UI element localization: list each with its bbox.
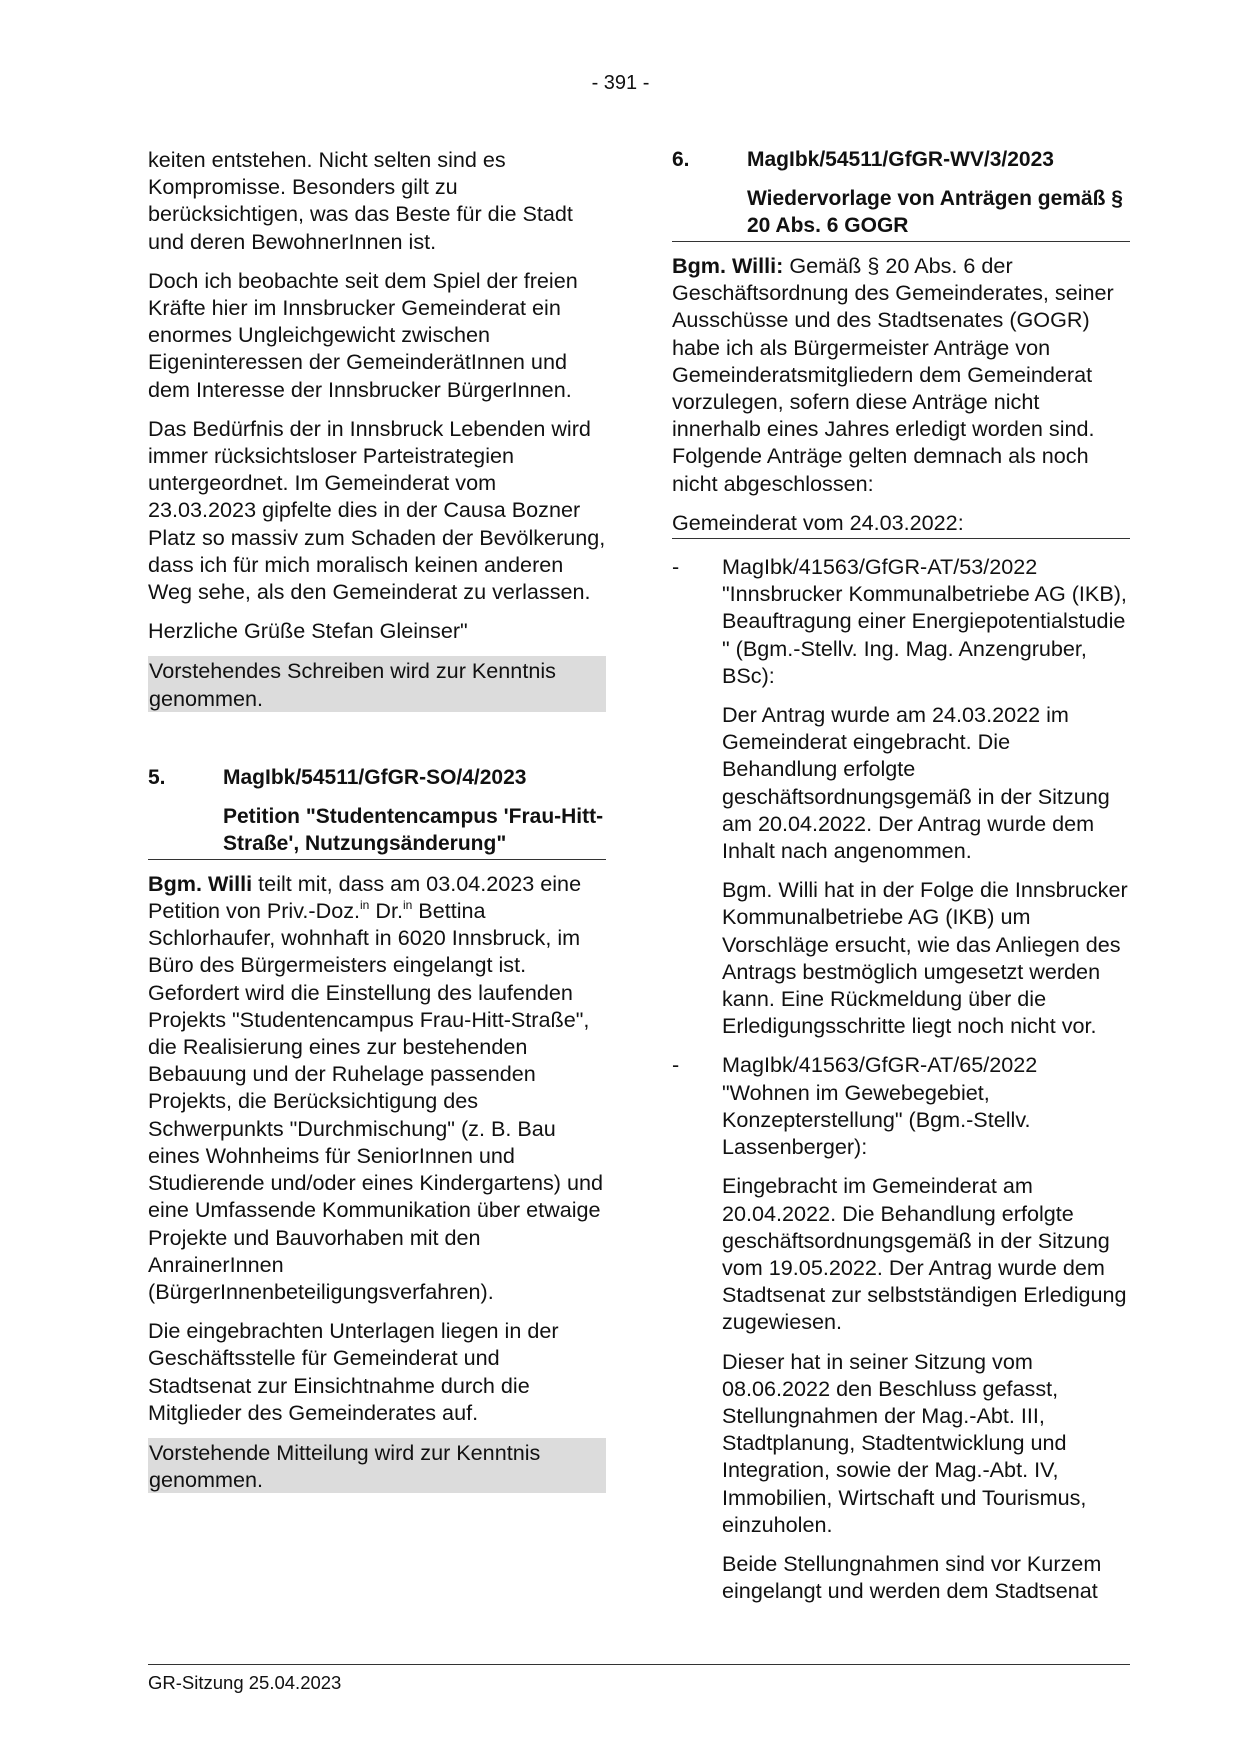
list-item-title: MagIbk/41563/GfGR-AT/53/2022 "Innsbrucker Kommunalbetriebe AG (IKB), Beauftragung einer Energiepotentialstudie " (Bgm.-Stellv. Ing. Mag. Anzengruber, BSc):: [722, 554, 1127, 688]
section-5-heading: [148, 764, 606, 860]
acknowledgement-note: Vorstehendes Schreiben wird zur Kenntnis genommen.: [148, 656, 606, 711]
section-number: 6.: [672, 148, 690, 171]
paragraph: Die eingebrachten Unterlagen liegen in der Geschäftsstelle für Gemeinderat und Stadtsenat zur Einsichtnahme durch die Mitglieder des Gemeinderates auf.: [148, 1318, 559, 1425]
list-item: [672, 1051, 1130, 1160]
paragraph: Doch ich beobachte seit dem Spiel der freien Kräfte hier im Innsbrucker Gemeinderat ein enormes Ungleichgewicht zwischen Eigeninteressen der GemeinderätInnen und dem Interesse der Innsbrucker BürgerInnen.: [148, 267, 578, 402]
paragraph: Dieser hat in seiner Sitzung vom 08.06.2022 den Beschluss gefasst, Stellungnahmen der Mag.-Abt. III, Stadtplanung, Stadtentwicklung und Integration, sowie der Mag.-Abt. IV, Immobilien, Wirtschaft und Tourismus, einzuholen.: [722, 1348, 1087, 1537]
paragraph: Der Antrag wurde am 24.03.2022 im Gemeinderat eingebracht. Die Behandlung erfolgte geschäftsordnungsgemäß in der Sitzung am 20.04.2022. Der Antrag wurde dem Inhalt nach angenommen.: [722, 702, 1110, 864]
list-dash: -: [672, 1052, 680, 1078]
section-title: Wiedervorlage von Anträgen gemäß § 20 Abs. 6 GOGR: [747, 187, 1123, 237]
footer-text: GR-Sitzung 25.04.2023: [148, 1672, 342, 1693]
left-column: [148, 146, 606, 1505]
paragraph: Bgm. Willi teilt mit, dass am 03.04.2023 eine Petition von Priv.-Doz.$^{in}$ Dr.$^{in}$ Bettina Schlorhaufer, wohnhaft in 6020 Innsbruck, im Büro des Bürgermeisters eingelangt ist. Gefordert wird die Einstellung des laufenden Projekts "Studentencampus Frau-Hitt-Straße", die Realisierung eines zur bestehenden Bebauung und der Ruhelage passenden Projekts, die Berücksichtigung des Schwerpunkts "Durchmischung" (z. B. Bau eines Wohnheims für SeniorInnen und Studierende und/oder eines Kindergartens) und eine Umfassende Kommunikation über etwaige Projekte und Bauvorhaben mit den AnrainerInnen (BürgerInnenbeteiligungsverfahren).: [148, 870, 603, 1304]
right-column: [672, 146, 1130, 1616]
section-number: 5.: [148, 765, 166, 789]
list-dash: -: [672, 554, 680, 580]
paragraph: Beide Stellungnahmen sind vor Kurzem eingelangt und werden dem Stadtsenat: [722, 1550, 1102, 1604]
paragraph: Bgm. Willi hat in der Folge die Innsbrucker Kommunalbetriebe AG (IKB) um Vorschläge ersucht, wie das Anliegen des Antrags bestmöglich umgesetzt werden kann. Eine Rückmeldung über die Erledigungsschritte liegt noch nicht vor.: [722, 877, 1128, 1039]
paragraph: Herzliche Grüße Stefan Gleinser": [148, 618, 468, 644]
speaker-name: Bgm. Willi:: [672, 253, 784, 278]
paragraph: keiten entstehen. Nicht selten sind es Kompromisse. Besonders gilt zu berücksichtigen, was das Beste für die Stadt und deren BewohnerInnen ist.: [148, 147, 573, 254]
acknowledgement-note: Vorstehende Mitteilung wird zur Kenntnis genommen.: [148, 1438, 606, 1493]
list-item-title: MagIbk/41563/GfGR-AT/65/2022 "Wohnen im Gewebegebiet, Konzepterstellung" (Bgm.-Stellv. Lassenberger):: [722, 1052, 1038, 1160]
footer-divider: [148, 1664, 1130, 1665]
paragraph: Bgm. Willi: Gemäß § 20 Abs. 6 der Geschäftsordnung des Gemeinderates, seiner Ausschüsse und des Stadtsenates (GOGR) habe ich als Bürgermeister Anträge von Gemeinderatsmitgliedern dem Gemeinderat vorzulegen, sofern diese Anträge nicht innerhalb eines Jahres erledigt worden sind. Folgende Anträge gelten demnach als noch nicht abgeschlossen:: [672, 253, 1114, 496]
section-reference: MagIbk/54511/GfGR-WV/3/2023: [747, 148, 1054, 171]
section-reference: MagIbk/54511/GfGR-SO/4/2023: [223, 765, 527, 789]
session-heading: Gemeinderat vom 24.03.2022:: [672, 509, 1130, 539]
section-6-heading: [672, 146, 1130, 242]
paragraph: Eingebracht im Gemeinderat am 20.04.2022. Die Behandlung erfolgte geschäftsordnungsgemäß in der Sitzung vom 19.05.2022. Der Antrag wurde dem Stadtsenat zur selbstständigen Erledigung zugewiesen.: [722, 1173, 1127, 1335]
page-number: - 391 -: [591, 72, 650, 94]
speaker-name: Bgm. Willi: [148, 870, 253, 896]
paragraph: Das Bedürfnis der in Innsbruck Lebenden wird immer rücksichtsloser Parteistrategien untergeordnet. Im Gemeinderat vom 23.03.2023 gipfelte dies in der Causa Bozner Platz so massiv zum Schaden der Bevölkerung, dass ich für mich moralisch keinen anderen Weg sehe, als den Gemeinderat zu verlassen.: [148, 415, 606, 605]
list-item: [672, 553, 1130, 689]
section-title: Petition "Studentencampus 'Frau-Hitt-Straße', Nutzungsänderung": [223, 804, 604, 855]
